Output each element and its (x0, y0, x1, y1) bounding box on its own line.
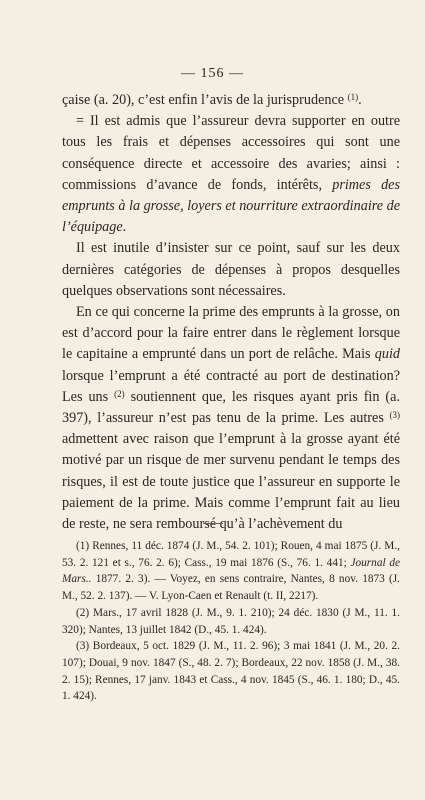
paragraph-2-italic: primes des emprunts à la grosse, loyers et nourriture extraordinaire de l’équipage (62, 176, 400, 236)
paragraph-2-end: . (122, 219, 127, 236)
footnote-ref-2: (2) (114, 388, 125, 399)
footnote-1-italic: Journal de Mars.. (62, 556, 400, 586)
footnote-1 (62, 538, 400, 605)
paragraph-2 (62, 111, 400, 238)
paragraph-4-text: En ce qui concerne la prime des emprunts à la grosse, on est d’accord pour la faire entrer dans le règlement lorsque le capitaine a emprunté dans un port de relâche. Mais (62, 304, 400, 363)
paragraph-4-text-2: lorsque l’emprunt a été contracté au port de destination? Les uns (62, 367, 400, 405)
footnote-ref-3: (3) (389, 410, 400, 421)
footnote-3 (62, 638, 400, 705)
footnote-1-end: 1877. 2. 3). — Voyez, en sens contraire, Nantes, 8 nov. 1873 (J. M., 52. 2. 137). — V. Lyon-Caen et Renault (t. II, 2217). (62, 573, 400, 603)
paragraph-4-text-4: admettent avec raison que l’emprunt à la grosse ayant été motivé par un risque de mer survenu pendant le temps des risques, il est de toute justice que l’assureur en supporte le paiement de la prime. Mais comme l’emprunt fait au lieu de reste, ne sera remboursé qu’à l’achèvement du (62, 431, 400, 533)
footnote-2-text: (2) Mars., 17 avril 1828 (J. M., 9. 1. 210); 24 déc. 1830 (J M., 11. 1. 320); Nantes, 13 juillet 1842 (D., 45. 1. 424). (62, 606, 400, 636)
paragraph-3-text: Il est inutile d’insister sur ce point, sauf sur les deux dernières catégories de dépenses à propos desquelles quelques observations sont nécessaires. (62, 240, 400, 299)
footnote-divider (203, 523, 223, 524)
footnote-1-text: (1) Rennes, 11 déc. 1874 (J. M., 54. 2. 101); Rouen, 4 mai 1875 (J. M., 53. 2. 121 et s., 76. 2. 6); Cass., 19 mai 1876 (S., 76. 1. 441; (62, 540, 400, 569)
page-number: — 156 — (181, 66, 244, 81)
footnotes (62, 538, 400, 705)
paragraph-4 (62, 302, 400, 535)
paragraph-4-text-3: soutiennent que, les risques ayant pris fin (a. 397), l’assureur n’est pas tenu de la prime. Les autres (62, 388, 400, 427)
footnote-ref-1: (1) (347, 92, 359, 102)
paragraph-1 (62, 90, 400, 111)
footnote-3-text: (3) Bordeaux, 5 oct. 1829 (J. M., 11. 2. 96); 3 mai 1841 (J. M., 20. 2. 107); Douai, 9 nov. 1847 (S., 48. 2. 7); Bordeaux, 22 nov. 1858 (J. M., 38. 2. 15); Rennes, 17 janv. 1843 et Cass., 4 nov. 1845 (S., 46. 1. 180; D., 45. 1. 424). (62, 640, 400, 703)
footnote-2 (62, 605, 400, 638)
paragraph-2-text: = Il est admis que l’assureur devra supporter en outre tous les frais et dépenses accessoires qui sont une conséquence directe et accessoire des avaries; ainsi : commissions d’avance de fonds, intérêts, (62, 113, 400, 193)
paragraph-1-text: çaise (a. 20), c’est enfin l’avis de la jurisprudence (62, 92, 348, 108)
paragraph-3 (62, 238, 400, 302)
paragraph-1-end: . (358, 92, 362, 108)
body-text (62, 90, 400, 535)
paragraph-4-italic-quid: quid (374, 346, 400, 363)
